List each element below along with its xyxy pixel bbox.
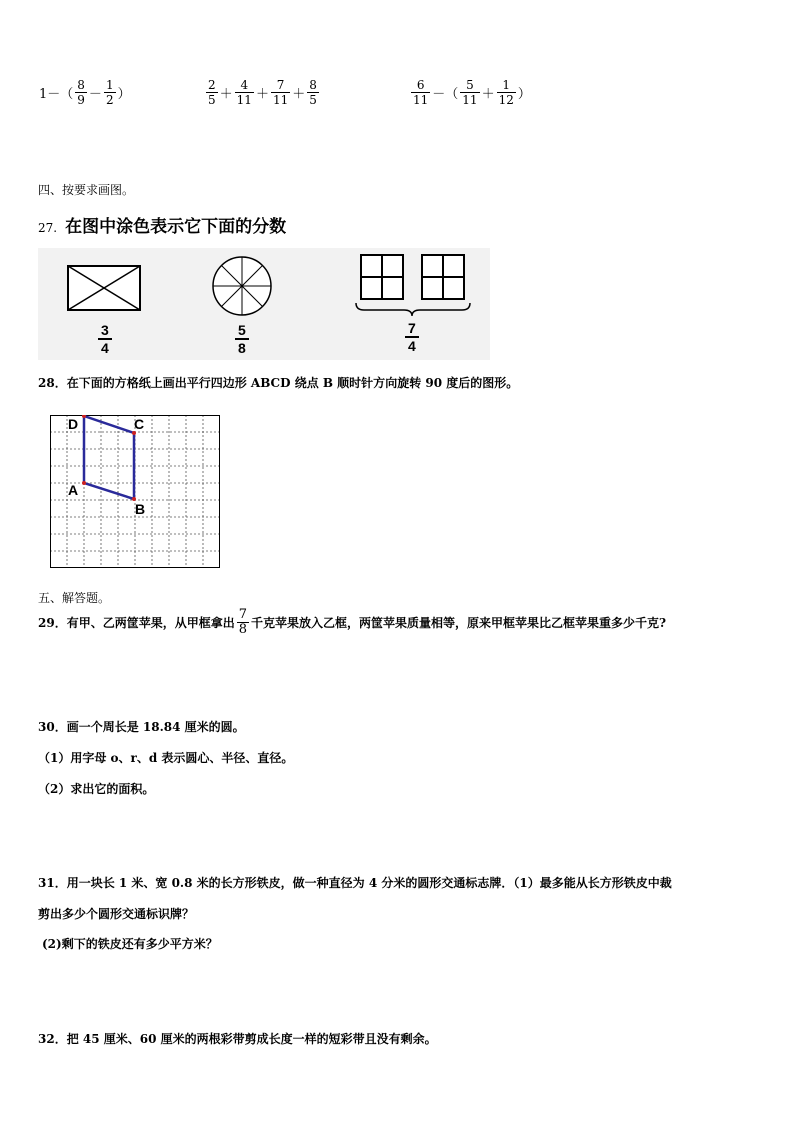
fraction: $\frac{7}{8}$: [238, 607, 247, 637]
fraction-label-rectangle: 3 4: [98, 322, 112, 356]
square-grid-right[interactable]: [422, 255, 464, 299]
circle-eight-sectors[interactable]: [213, 257, 271, 315]
fraction-label-squares: 7 4: [405, 320, 419, 354]
fraction: $\frac{7}{11}$: [272, 78, 289, 107]
fraction: $\frac{8}{9}$: [77, 78, 85, 107]
square-grid-left[interactable]: [361, 255, 403, 299]
question-32: 32．把 45 厘米、60 厘米的两根彩带剪成长度一样的短彩带且没有剩余。: [38, 1032, 437, 1046]
label-a: A: [68, 482, 79, 498]
vertex-a: [82, 481, 86, 485]
fraction: $\frac{2}{5}$: [208, 78, 216, 107]
expression-2: $\frac{2}{5}$ ＋ $\frac{4}{11}$ ＋ $\frac{7}{11}$ ＋ $\frac{8}{5}$: [208, 78, 317, 107]
section-heading-5: 五、解答题。: [38, 591, 111, 605]
fraction-figures: [38, 248, 490, 360]
question-number: 27.: [38, 221, 58, 235]
label-b: B: [135, 501, 146, 517]
parallelogram-abcd: [84, 416, 134, 499]
question-30: 30．画一个周长是 18.84 厘米的圆。: [38, 720, 245, 734]
fraction: $\frac{1}{2}$: [105, 78, 114, 107]
question-30-part-2: （2）求出它的面积。: [38, 782, 155, 796]
fraction: $\frac{5}{11}$: [462, 78, 478, 107]
fraction: $\frac{6}{11}$: [413, 78, 429, 107]
fraction-label-circle: 5 8: [235, 322, 249, 356]
question-text: 在图中涂色表示它下面的分数: [65, 217, 287, 237]
question-28: 28．在下面的方格纸上画出平行四边形 ABCD 绕点 B 顺时针方向旋转 90 度后的图形。: [38, 376, 519, 390]
grid-paper[interactable]: [50, 415, 220, 568]
question-30-part-1: （1）用字母 o、r、d 表示圆心、半径、直径。: [38, 751, 294, 765]
fraction: $\frac{8}{5}$: [309, 78, 317, 107]
question-29: 29．有甲、乙两筐苹果，从甲框拿出 $\frac{7}{8}$ 千克苹果放入乙框，两筐苹果质量相等，原来甲框苹果比乙框苹果重多少千克?: [38, 607, 667, 637]
rectangle-with-diagonals[interactable]: [68, 266, 140, 310]
label-d: D: [68, 416, 79, 432]
brace: [356, 303, 470, 316]
question-31: 31．用一块长 1 米、宽 0.8 米的长方形铁皮，做一种直径为 4 分米的圆形交通标志牌．（1）最多能从长方形铁皮中裁: [38, 876, 672, 890]
fraction: $\frac{1}{12}$: [498, 78, 514, 107]
section-heading-4: 四、按要求画图。: [38, 183, 135, 197]
expr1-lead: 1－（: [39, 87, 74, 102]
expression-1: 1－（ $\frac{8}{9}$ － $\frac{1}{2}$ ）: [39, 78, 131, 107]
label-c: C: [134, 416, 145, 432]
question-31-cont: 剪出多少个圆形交通标识牌？: [38, 907, 195, 921]
question-27: [38, 212, 286, 237]
expression-3: $\frac{6}{11}$ －（ $\frac{5}{11}$ ＋ $\frac{1}{12}$ ）: [413, 78, 531, 107]
fraction: $\frac{4}{11}$: [236, 78, 252, 107]
question-31-part-2: (2)剩下的铁皮还有多少平方米？: [42, 937, 218, 951]
